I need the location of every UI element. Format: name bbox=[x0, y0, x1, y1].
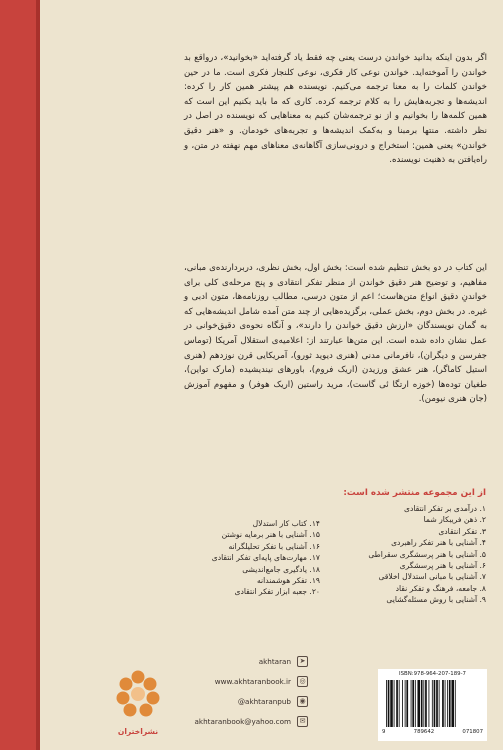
barcode-bar bbox=[436, 680, 438, 727]
series-book-item: ۱۶. آشنایی با تفکر تحلیلگرانه bbox=[228, 541, 320, 551]
series-book-item: ۲. ذهن فریبکار شما bbox=[423, 515, 486, 525]
contact-list bbox=[153, 651, 308, 731]
contact-row bbox=[153, 671, 308, 691]
barcode-bar bbox=[417, 680, 420, 727]
series-book-item: ۸. جامعه، فرهنگ و تفکر نقاد bbox=[395, 583, 486, 593]
series-book-item: ۱۵. آشنایی با هنر برمایه نوشتن bbox=[221, 530, 320, 540]
barcode-bar bbox=[402, 680, 403, 727]
barcode-bar bbox=[425, 680, 427, 727]
blurb-text-1: اگر بدون اینکه بدانید خواندن درست یعنی چه فقط یاد گرفته‌اید «بخوانید»، درواقع بد خواندن را آموخته‌اید. خواندن نوعی کار فکری، نوعی کلنجار فکری است. ما در حین خواندن کلمات را به معنا ترجمه می‌کنیم. نویسنده هم پیشتر همین کار را کرده: اندیشه‌ها و تجربه‌هایش را به کلام ترجمه کرده. کاری که ما باید بکنیم این است که همین کلمه‌ها را بخوانیم و از نو ترجمه‌شان کنیم به معناهایی که نویسنده در اصل در نظر داشته. منتها برمبنا و به‌کمک اندیشه‌ها و تجربه‌های خودمان. و «هنر دقیق خواندن» یعنی همین: استخراج و درونی‌سازی آگاهانه‌ی معناهای مهم نهفته در متن، و راه‌یافتن به ذهنیت نویسنده. bbox=[184, 53, 487, 166]
publisher-name: نشراختران bbox=[117, 727, 159, 736]
barcode-bar bbox=[449, 680, 451, 727]
barcode-bar bbox=[415, 680, 416, 727]
blurb-paragraph-2 bbox=[184, 261, 487, 407]
barcode-bar bbox=[396, 680, 398, 727]
publisher-logo bbox=[113, 667, 163, 747]
barcode-bar bbox=[429, 680, 430, 727]
series-book-item: ۱۴. کتاب کار استدلال bbox=[252, 519, 320, 528]
barcode-bar bbox=[386, 680, 387, 727]
contact-text[interactable]: akhtaranbook@yahoo.com bbox=[194, 716, 291, 726]
barcode-bar bbox=[390, 680, 393, 727]
back-cover bbox=[40, 0, 503, 750]
barcode-digit-group: 9 bbox=[382, 729, 386, 735]
contact-row bbox=[153, 651, 308, 671]
series-book-item: ۷. آشنایی با مبانی استدلال اخلاقی bbox=[378, 572, 486, 582]
contact-row bbox=[153, 691, 308, 711]
series-list-right bbox=[336, 503, 486, 606]
barcode-bar bbox=[432, 680, 433, 727]
series-book-item: ۶. آشنایی با هنر پرسشگری bbox=[399, 561, 486, 571]
series-book-item: ۱۹. تفکر هوشمندانه bbox=[256, 576, 320, 586]
contact-row bbox=[153, 711, 308, 731]
barcode-digits bbox=[382, 729, 483, 735]
series-list-left bbox=[170, 518, 320, 598]
series-book-item: ۹. آشنایی با روش مسئله‌گشایی bbox=[386, 595, 486, 605]
contact-text[interactable]: akhtaran bbox=[258, 656, 291, 666]
barcode-bar bbox=[388, 680, 390, 727]
barcode-bar bbox=[394, 680, 395, 727]
barcode-bar bbox=[447, 680, 448, 727]
barcode-bar bbox=[399, 680, 400, 727]
instagram-icon: ◉ bbox=[297, 696, 308, 707]
blurb-paragraph-1 bbox=[184, 51, 487, 168]
email-icon: ✉ bbox=[297, 716, 308, 727]
barcode-digit-group: 789642 bbox=[413, 729, 435, 735]
series-book-item: ۱۷. مهارت‌های پایه‌ای تفکر انتقادی bbox=[211, 553, 320, 563]
series-book-item: ۱. درآمدی بر تفکر انتقادی bbox=[404, 504, 486, 513]
barcode-bar bbox=[434, 680, 436, 727]
series-book-item: ۴. آشنایی با هنر تفکر راهبردی bbox=[391, 538, 486, 548]
barcode-bar bbox=[439, 680, 440, 727]
barcode-bar bbox=[405, 680, 406, 727]
barcode-bar bbox=[455, 680, 456, 727]
contact-text[interactable]: www.akhtaranbook.ir bbox=[214, 676, 291, 686]
web-icon: ◎ bbox=[297, 676, 308, 687]
spine-color-band bbox=[0, 0, 40, 750]
series-title: از این مجموعه منتشر شده است: bbox=[343, 488, 486, 498]
barcode-bar bbox=[442, 680, 444, 727]
barcode-icon bbox=[386, 680, 480, 727]
series-book-item: ۲۰. جعبه ابزار تفکر انتقادی bbox=[234, 587, 320, 597]
series-book-item: ۵. آشنایی با هنر پرسشگری سقراطی bbox=[368, 549, 486, 559]
barcode-bar bbox=[445, 680, 446, 727]
isbn-number: ISBN:978-964-207-189-7 bbox=[399, 671, 466, 677]
series-book-item: ۳. تفکر انتقادی bbox=[438, 526, 486, 536]
barcode-digit-group: 071807 bbox=[462, 729, 483, 735]
barcode-bar bbox=[421, 680, 423, 727]
barcode-bar bbox=[423, 680, 424, 727]
barcode-bar bbox=[451, 680, 454, 727]
flower-logo-icon bbox=[113, 667, 163, 725]
barcode-bar bbox=[406, 680, 408, 727]
telegram-icon: ➤ bbox=[297, 656, 308, 667]
blurb-text-2: این کتاب در دو بخش تنظیم شده است: بخش اول، بخش نظری، دربردارنده‌ی مبانی، مفاهیم، و توضیح هنر دقیق خواندن از منظر تفکر انتقادی و پنج مرحله‌ی کلی برای خواندنِ دقیق انواع متن‌هاست؛ اعم از متون درسی، مطالب روزنامه‌ها، متون ادبی و غیره. در بخش دوم، بخش عملی، برگزیده‌هایی از چند متن آمده شامل اندیشه‌هایی که به گمان نویسندگان «ارزش دقیق خواندن را دارند»، و آنگاه نحوه‌ی دقیق‌خوانی در عمل نشان داده شده است. این متن‌ها عبارتند از: اعلامیه‌ی استقلال آمریکا (توماس جفرسن و دیگران)، نافرمانی مدنی (هنری دیوید ثورو)، آمریکایی قرن نوزدهم (هنری استیل کاماگر)، هنر عشق ورزیدن (اریک فروم)، باورهای نیندیشیده (مارک تواین)، طغیان توده‌ها (خوزه ارتگا ئی گاست)، مرید راستین (اریک هوفر) و مفهوم آموزش (جان هنری نیومن). bbox=[184, 263, 487, 405]
isbn-barcode bbox=[378, 669, 487, 741]
barcode-bar bbox=[411, 680, 412, 727]
series-book-item: ۱۸. یادگیری جامع‌اندیشی bbox=[242, 564, 320, 574]
contact-text[interactable]: @akhtaranpub bbox=[237, 696, 291, 706]
barcode-bar bbox=[412, 680, 414, 727]
